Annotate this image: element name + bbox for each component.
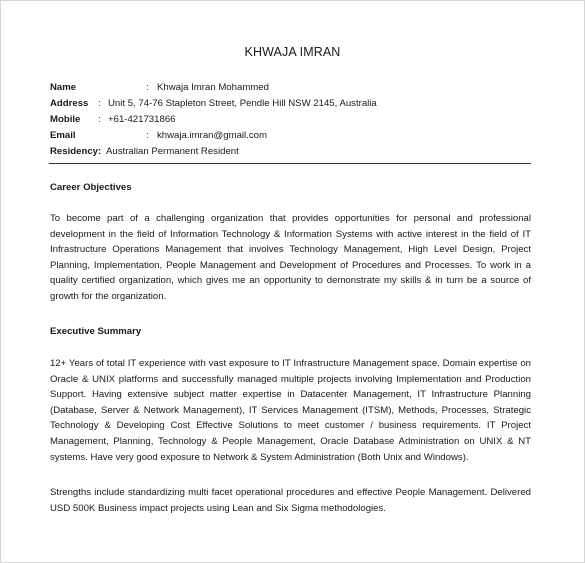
address-colon: :	[98, 98, 101, 109]
career-objectives-text: To become part of a challenging organization that provides opportunities for personal and professional development in the field of Information Technology & Information Systems with active interest in the field of IT Infrastructure Operations Management that involves Technology Management, High Level Design, Project Planning, Implementation, People Management and Development of Procedures and Processes. To work in a quality certified organization, which gives me an opportunity to demonstrate my skills & in turn be a source of growth for the organization.	[50, 213, 531, 302]
mobile-colon: :	[98, 114, 101, 125]
section-divider	[49, 163, 531, 164]
executive-summary-heading: Executive Summary	[50, 326, 142, 337]
executive-summary-paragraph-2: Strengths include standardizing multi facet operational procedures and effective People Management. Delivered USD 500K Business impact projects using Lean and Six Sigma methodologies.	[50, 487, 531, 514]
career-objectives-heading: Career Objectives	[50, 182, 132, 193]
email-colon: :	[146, 130, 149, 141]
email-value: khwaja.imran@gmail.com	[157, 130, 267, 141]
mobile-label: Mobile	[50, 114, 81, 125]
name-label: Name	[50, 82, 77, 93]
name-colon: :	[146, 82, 149, 93]
residency-value: Australian Permanent Resident	[106, 146, 239, 157]
mobile-value: +61-421731866	[108, 114, 176, 125]
residency-label: Residency:	[50, 146, 102, 157]
address-label: Address	[50, 98, 89, 109]
executive-summary-paragraph-1: 12+ Years of total IT experience with vast exposure to IT Infrastructure Management space. Domain expertise on Oracle & UNIX platforms and successfully managed multiple projects involving Implementation and Production Support. Having extensive subject matter expertise in Datacenter Management, IT Infrastructure Planning (Database, Server & Network Management), IT Services Management (ITSM), Methods, Processes, Strategic Technology & Developing Cost Effective Solutions to meet customer / business requirements. IT Project Management, Planning, Technology & People Management, Oracle Database Administration on UNIX & NT systems. Have very good exposure to Network & System Administration (Both Unix and Windows).	[50, 358, 531, 463]
resume-title: KHWAJA IMRAN	[244, 45, 341, 59]
name-value: Khwaja Imran Mohammed	[157, 82, 269, 93]
email-label: Email	[50, 130, 76, 141]
address-value: Unit 5, 74-76 Stapleton Street, Pendle Hill NSW 2145, Australia	[108, 98, 377, 109]
